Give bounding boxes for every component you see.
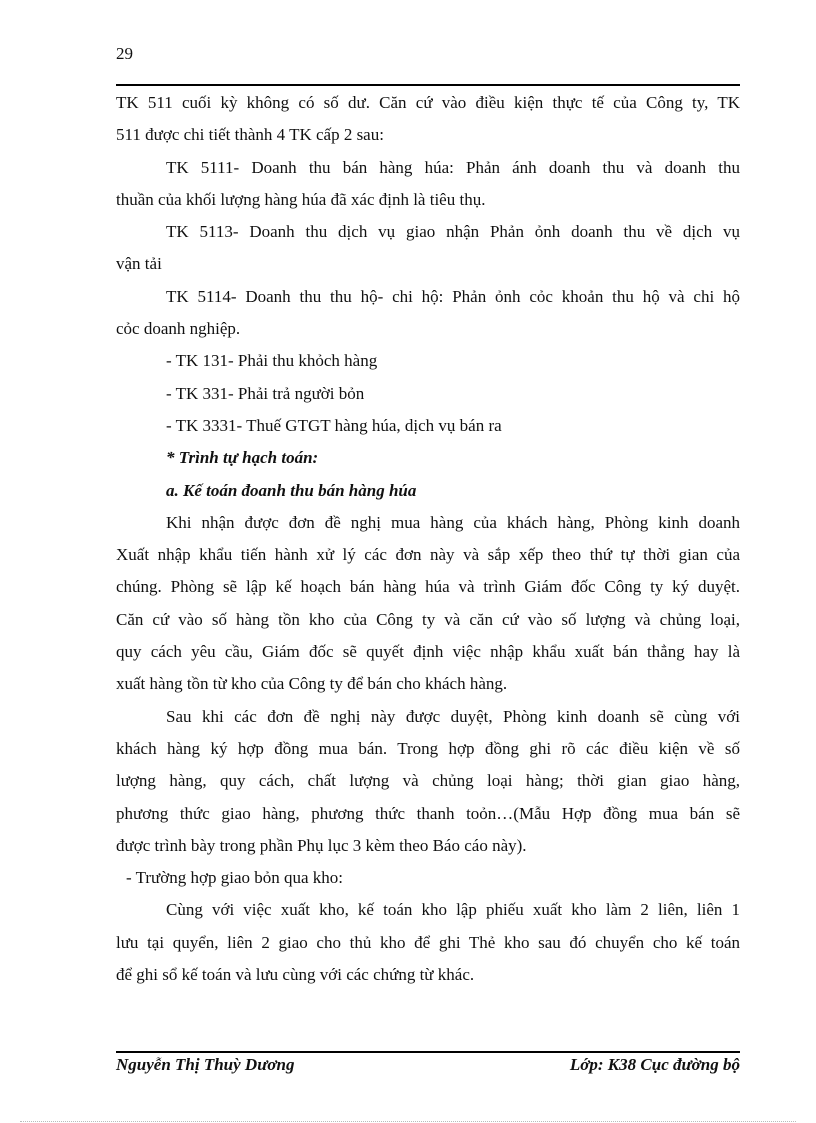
list-item: - TK 331- Phải trả người bỏn [166,383,365,403]
list-item: - Trường hợp giao bỏn qua kho: [126,868,344,888]
body-line: 511 được chi tiết thành 4 TK cấp 2 sau: [116,125,384,145]
body-line: xuất hàng tồn từ kho của Công ty để bán cho khách hàng. [116,674,508,694]
body-line: vận tải [116,254,162,274]
body-line: Cùng với việc xuất kho, kế toán kho lập phiếu xuất kho làm 2 liên, liên 1 [166,900,740,920]
section-heading: * Trình tự hạch toán: [166,448,319,468]
body-line: lượng hàng, quy cách, chất lượng và chủng loại hàng; thời gian giao hàng, [116,771,740,791]
body-line: quy cách yêu cầu, Giám đốc sẽ quyết định việc nhập khẩu xuất bán thẳng hay là [116,642,740,662]
footer-author: Nguyễn Thị Thuỳ Dương [116,1055,295,1074]
body-line: Sau khi các đơn đề nghị này được duyệt, Phòng kinh doanh sẽ cùng với [166,706,740,726]
footer-class: Lớp: K38 Cục đường bộ [569,1055,740,1074]
body-line: cỏc doanh nghiệp. [116,319,241,339]
subsection-heading: a. Kế toán đoanh thu bán hàng húa [166,480,417,500]
page-edge-divider [20,1121,796,1122]
body-line: lưu tại quyển, liên 2 giao cho thủ kho để ghi Thẻ kho sau đó chuyển cho kế toán [116,932,740,952]
body-line: Căn cứ vào số hàng tồn kho của Công ty và căn cứ vào số lượng và chủng loại, [116,609,740,629]
body-line: được trình bày trong phần Phụ lục 3 kèm theo Báo cáo này). [116,835,527,855]
list-item: - TK 131- Phải thu khỏch hàng [166,351,378,371]
body-line: TK 5114- Doanh thu thu hộ- chi hộ: Phản ỏnh cỏc khoản thu hộ và chi hộ [166,286,740,306]
footer-rule [116,1051,740,1053]
header-rule [116,84,740,86]
list-item: - TK 3331- Thuế GTGT hàng húa, dịch vụ bán ra [166,415,502,435]
body-line: để ghi sổ kế toán và lưu cùng với các chứng từ khác. [116,965,475,985]
body-line: TK 5113- Doanh thu dịch vụ giao nhận Phản ỏnh doanh thu về dịch vụ [166,222,740,242]
body-line: phương thức giao hàng, phương thức thanh toỏn…(Mẫu Hợp đồng mua bán sẽ [116,803,740,823]
document-body [116,87,740,991]
body-line: TK 511 cuối kỳ không có số dư. Căn cứ vào điều kiện thực tế của Công ty, TK [116,93,740,112]
body-line: Xuất nhập khẩu tiến hành xử lý các đơn này và sắp xếp theo thứ tự thời gian của [116,545,740,565]
body-line: Khi nhận được đơn đề nghị mua hàng của khách hàng, Phòng kinh doanh [166,512,740,532]
body-line: thuần của khối lượng hàng húa đã xác định là tiêu thụ. [116,189,486,209]
body-line: TK 5111- Doanh thu bán hàng húa: Phản ánh doanh thu và doanh thu [166,157,740,177]
body-line: chúng. Phòng sẽ lập kế hoạch bán hàng húa và trình Giám đốc Công ty ký duyệt. [116,577,740,597]
body-line: khách hàng ký hợp đồng mua bán. Trong hợp đồng ghi rõ các điều kiện về số [116,738,740,758]
page-number: 29 [116,44,133,63]
